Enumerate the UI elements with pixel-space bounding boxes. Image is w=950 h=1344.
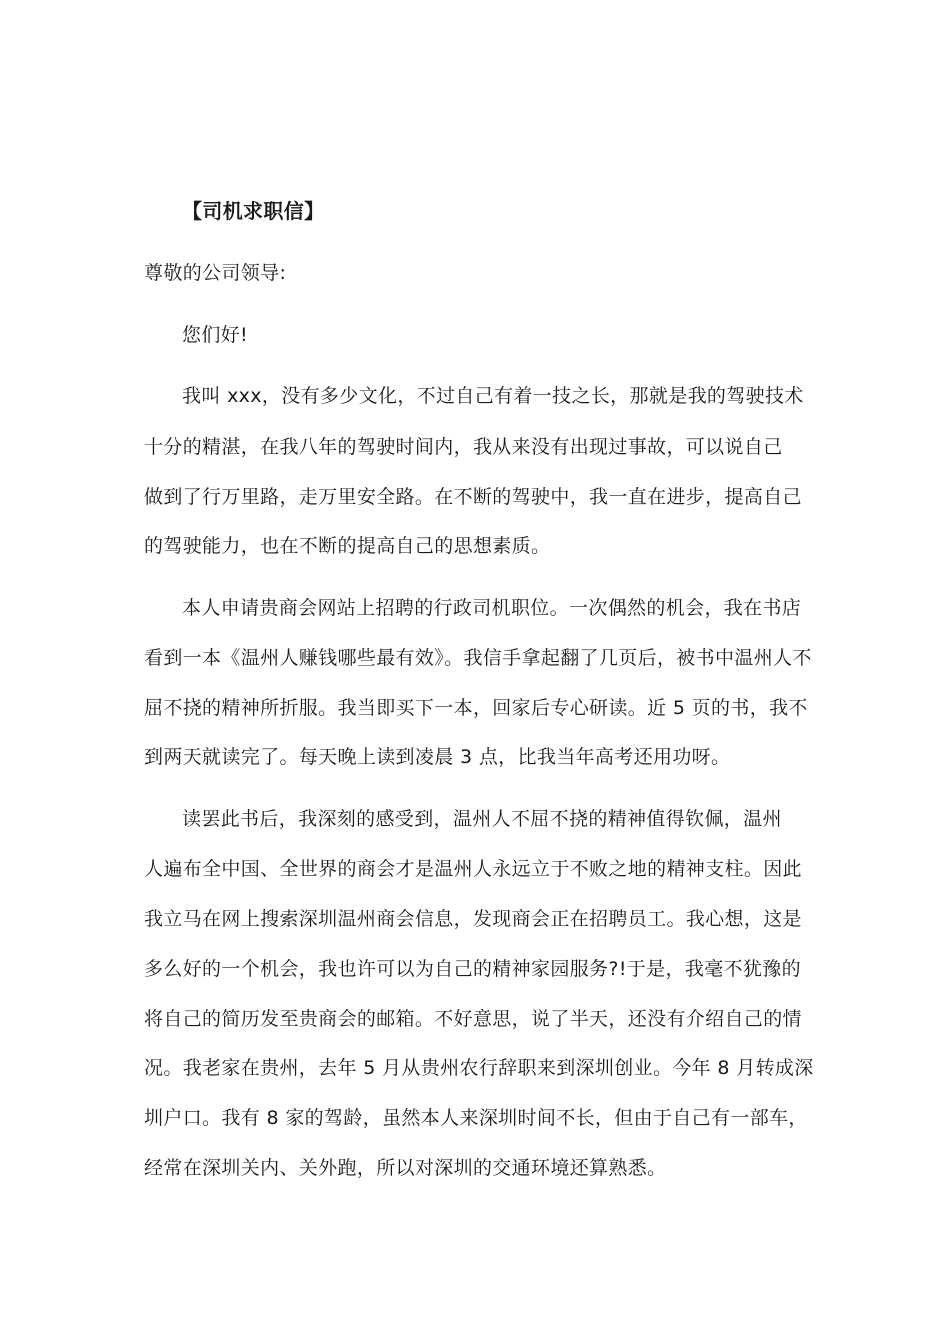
paragraph-line: 将自己的简历发至贵商会的邮箱。不好意思，说了半天，还没有介绍自己的情	[144, 1008, 802, 1030]
paragraph-line: 做到了行万里路，走万里安全路。在不断的驾驶中，我一直在进步，提高自己	[144, 486, 802, 508]
letter-title: 【司机求职信】	[182, 199, 325, 223]
paragraph-line: 十分的精湛，在我八年的驾驶时间内，我从来没有出现过事故，可以说自己	[144, 436, 783, 458]
paragraph-line: 到两天就读完了。每天晚上读到凌晨 3 点，比我当年高考还用功呀。	[144, 746, 731, 768]
paragraph-line: 我叫 xxx，没有多少文化，不过自己有着一技之长，那就是我的驾驶技术	[182, 385, 804, 407]
paragraph-line: 本人申请贵商会网站上招聘的行政司机职位。一次偶然的机会，我在书店	[182, 597, 802, 619]
paragraph-line: 读罢此书后，我深刻的感受到，温州人不屈不挠的精神值得钦佩，温州	[182, 808, 782, 830]
greeting: 您们好!	[182, 324, 249, 346]
paragraph-line: 屈不挠的精神所折服。我当即买下一本，回家后专心研读。近 5 页的书，我不	[144, 697, 808, 719]
paragraph-line: 的驾驶能力，也在不断的提高自己的思想素质。	[144, 535, 551, 557]
salutation: 尊敬的公司领导:	[144, 262, 287, 284]
paragraph-line: 多么好的一个机会，我也许可以为自己的精神家园服务?!于是，我毫不犹豫的	[144, 958, 801, 980]
paragraph-line: 我立马在网上搜索深圳温州商会信息，发现商会正在招聘员工。我心想，这是	[144, 908, 802, 930]
paragraph-line: 经常在深圳关内、关外跑，所以对深圳的交通环境还算熟悉。	[144, 1157, 667, 1179]
paragraph-line: 人遍布全中国、全世界的商会才是温州人永远立于不败之地的精神支柱。因此	[144, 858, 802, 880]
paragraph-line: 看到一本《温州人赚钱哪些最有效》。我信手拿起翻了几页后，被书中温州人不	[144, 647, 812, 669]
paragraph-line: 况。我老家在贵州，去年 5 月从贵州农行辞职来到深圳创业。今年 8 月转成深	[144, 1057, 814, 1079]
paragraph-line: 圳户口。我有 8 家的驾龄，虽然本人来深圳时间不长，但由于自己有一部车，	[144, 1107, 808, 1129]
